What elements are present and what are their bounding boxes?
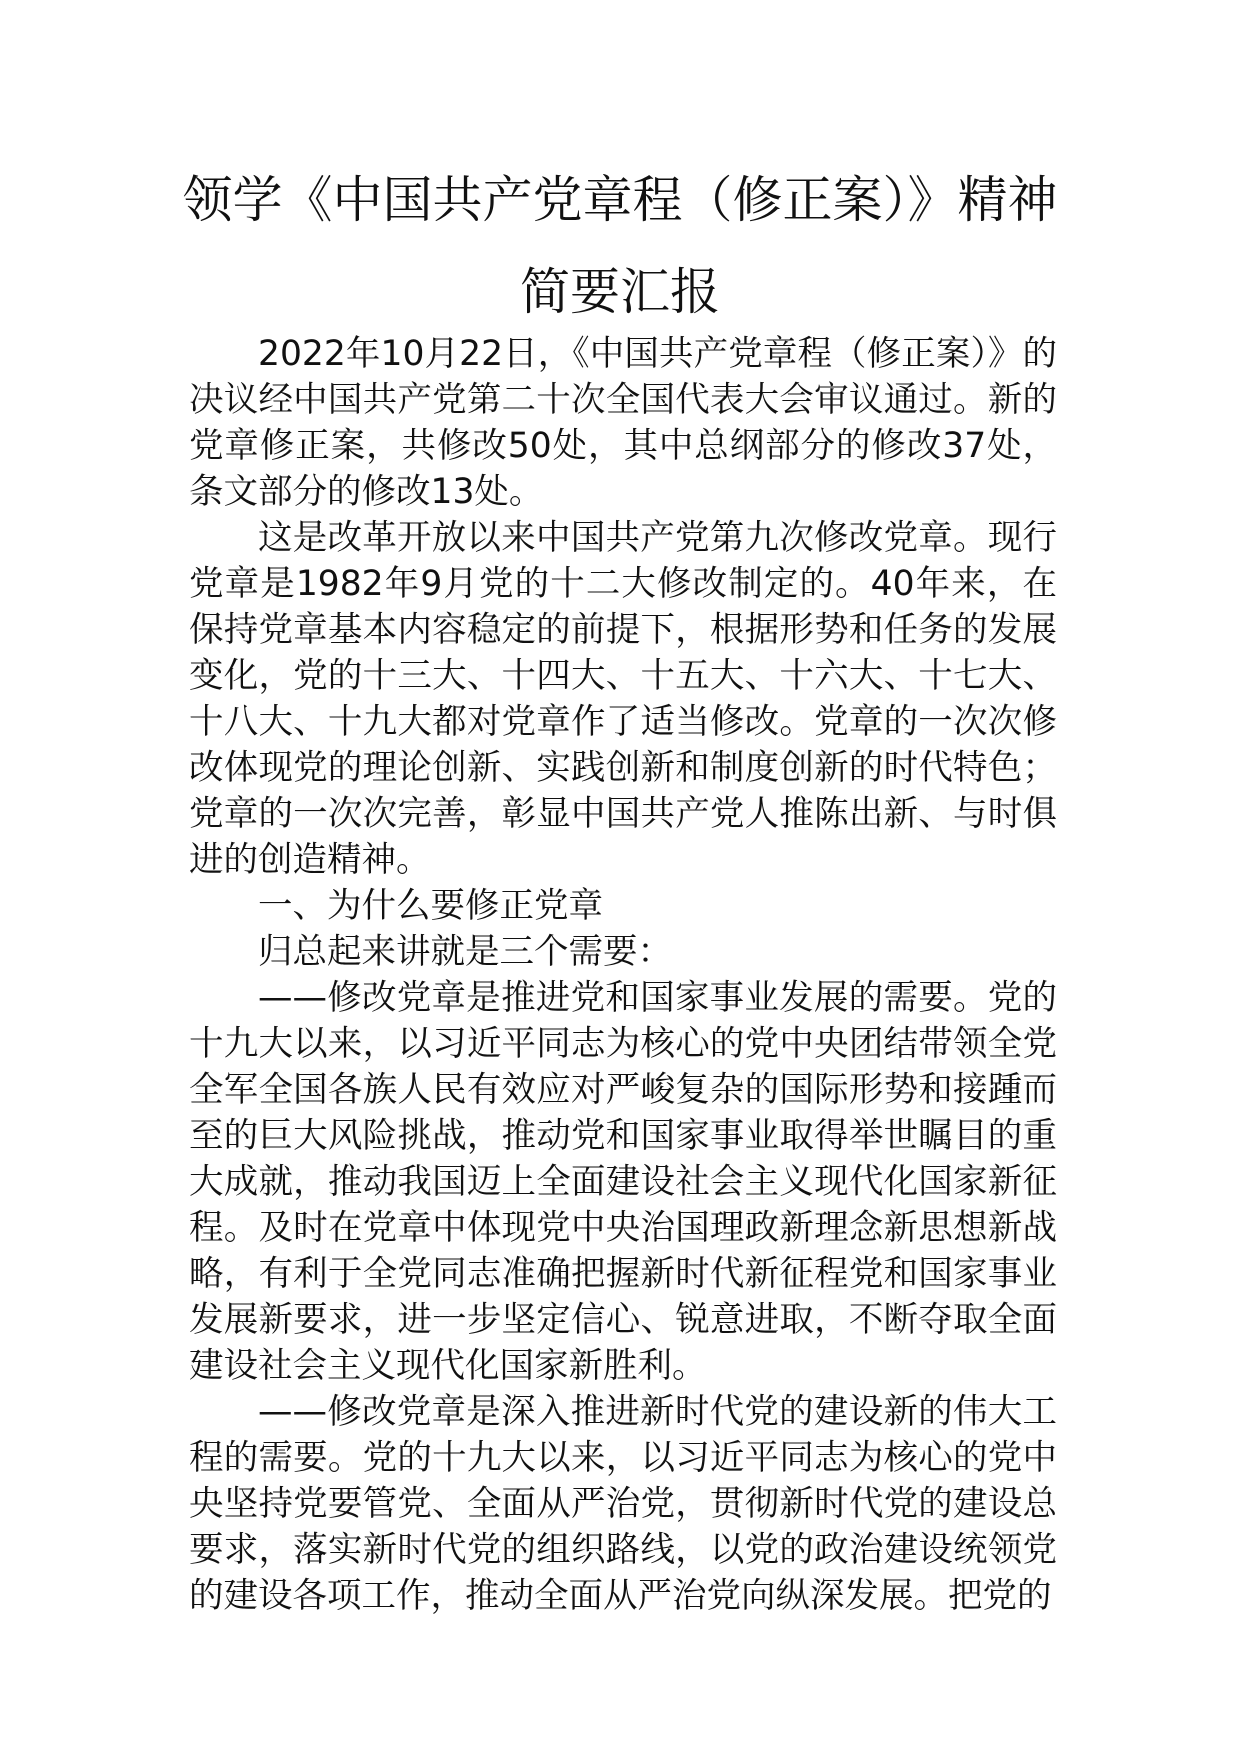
paragraph-intro: 2022年10月22日，《中国共产党章程（修正案）》的决议经中国共产党第二十次全国代表大会审议通过。新的党章修正案，共修改50处，其中总纲部分的修改37处，条文部分的修改13处。	[189, 334, 1057, 512]
paragraph-need-2: ——修改党章是深入推进新时代党的建设新的伟大工程的需要。党的十九大以来，以习近平同志为核心的党中央坚持党要管党、全面从严治党，贯彻新时代党的建设总要求，落实新时代党的组织路线，以党的政治建设统领党的建设各项工作，推动全面从严治党向纵深发展。把党的	[189, 1392, 1057, 1616]
section-heading: 一、为什么要修正党章	[258, 886, 603, 926]
document-title-line-2: 简要汇报	[520, 263, 720, 321]
document-title-line-1: 领学《中国共产党章程（修正案）》精神	[182, 171, 1058, 229]
document-body	[189, 331, 1057, 1619]
paragraph-history: 这是改革开放以来中国共产党第九次修改党章。现行党章是1982年9月党的十二大修改制定的。40年来，在保持党章基本内容稳定的前提下，根据形势和任务的发展变化，党的十三大、十四大、十五大、十六大、十七大、十八大、十九大都对党章作了适当修改。党章的一次次修改体现党的理论创新、实践创新和制度创新的时代特色；党章的一次次完善，彰显中国共产党人推陈出新、与时俱进的创造精神。	[189, 518, 1057, 880]
paragraph-summary: 归总起来讲就是三个需要：	[258, 932, 672, 972]
paragraph-need-1: ——修改党章是推进党和国家事业发展的需要。党的十九大以来，以习近平同志为核心的党中央团结带领全党全军全国各族人民有效应对严峻复杂的国际形势和接踵而至的巨大风险挑战，推动党和国家事业取得举世瞩目的重大成就，推动我国迈上全面建设社会主义现代化国家新征程。及时在党章中体现党中央治国理政新理念新思想新战略，有利于全党同志准确把握新时代新征程党和国家事业发展新要求，进一步坚定信心、锐意进取，不断夺取全面建设社会主义现代化国家新胜利。	[189, 978, 1057, 1386]
